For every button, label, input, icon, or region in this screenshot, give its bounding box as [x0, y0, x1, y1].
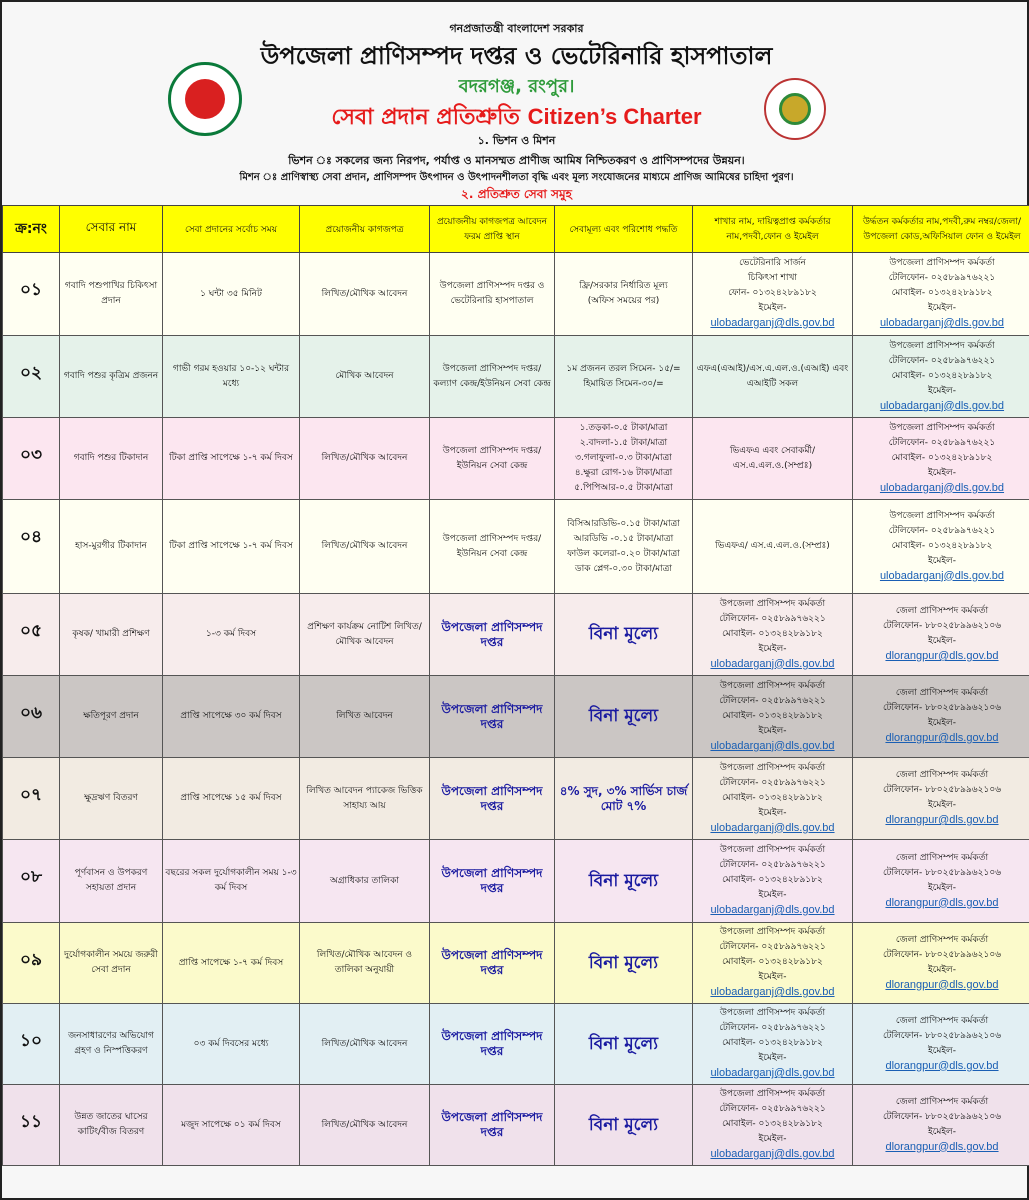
contact-line: ইমেইল-: [928, 800, 956, 810]
table-row: [3, 923, 1029, 1004]
contact-line: টেলিফোন- ০২৫৮৯৯৭৬২২১: [719, 1104, 826, 1114]
contact-line: ইমেইল-: [928, 636, 956, 646]
fee-line: ৪% সুদ, ৩% সার্ভিস চার্জ: [559, 783, 688, 798]
email-link[interactable]: ulobadarganj@dls.gov.bd: [710, 1067, 835, 1079]
form-location: উপজেলা প্রাণিসম্পদ দপ্তর ও ভেটেরিনারি হাসপাতাল: [430, 253, 555, 336]
email-link[interactable]: dlorangpur@dls.gov.bd: [885, 1059, 999, 1072]
form-location: উপজেলা প্রাণিসম্পদ দপ্তর: [430, 1085, 555, 1166]
contact-line: ইমেইল-: [928, 467, 956, 478]
required-documents: লিখিত/মৌখিক আবেদন: [300, 1085, 430, 1166]
serial-number: ০৪: [3, 500, 60, 594]
required-documents: মৌখিক আবেদন: [300, 336, 430, 418]
contact-line: টেলিফোন- ৮৮০২৫৮৯৯৬২১০৬: [882, 703, 1002, 713]
superior-officer: [853, 253, 1029, 336]
superior-officer: [853, 758, 1029, 840]
service-time: ১ ঘন্টা ৩৫ মিনিট: [163, 253, 300, 336]
contact-line: মোবাইল- ০১৩২৪২৮৯১৮২: [722, 1038, 823, 1048]
contact-line: উপজেলা প্রাণিসম্পদ কর্মকর্তা: [719, 762, 826, 773]
service-fee: [555, 676, 693, 758]
fee-line: ফ্রি/সরকার নির্ধারিত মূল্য: [579, 281, 668, 291]
contact-line: জেলা প্রাণিসম্পদ কর্মকর্তা: [895, 934, 989, 945]
contact-line: ভেটেরিনারি সার্জন: [739, 258, 806, 268]
required-documents: লিখিত/মৌখিক আবেদন ও তালিকা অনুযায়ী: [300, 923, 430, 1004]
required-documents: প্রশিক্ষণ কার্যক্রম নোটিশ লিখিত/মৌখিক আবেদন: [300, 594, 430, 676]
table-row: [3, 500, 1029, 594]
contact-line: ইমেইল-: [928, 555, 956, 566]
serial-number: ১১: [3, 1085, 60, 1166]
superior-officer: [853, 500, 1029, 594]
contact-line: টেলিফোন- ০২৫৮৯৯৭৬২২১: [719, 942, 826, 952]
form-location: উপজেলা প্রাণিসম্পদ দপ্তর/ইউনিয়ন সেবা কেন্দ্র: [430, 500, 555, 594]
service-name: উন্নত জাতের ঘাসের কাটিং/বীজ বিতরণ: [60, 1085, 163, 1166]
contact-line: ইমেইল-: [758, 725, 787, 736]
table-row: [3, 1085, 1029, 1166]
fee-line: বিনা মূল্যে: [588, 1114, 659, 1135]
fee-line: হিমায়িত সিমেন-৩০/=: [583, 378, 664, 389]
contact-line: ইমেইল-: [758, 807, 787, 818]
contact-line: টেলিফোন- ৮৮০২৫৮৯৯৬২১০৬: [882, 1111, 1002, 1122]
contact-line: ভিএফএ এবং সেবাকর্মী/: [729, 445, 816, 456]
contact-line: মোবাইল- ০১৩২৪২৮৯১৮২: [722, 628, 823, 639]
contact-line: জেলা প্রাণিসম্পদ কর্মকর্তা: [895, 770, 989, 780]
contact-line: টেলিফোন- ০২৫৮৯৯৭৬২২১: [888, 525, 996, 536]
fee-line: মোট ৭%: [600, 798, 647, 813]
contact-line: ইমেইল-: [758, 972, 787, 982]
contact-line: মোবাইল- ০১৩২৪২৮৯১৮২: [891, 540, 993, 551]
service-fee: [555, 418, 693, 500]
contact-line: ইমেইল-: [928, 385, 956, 396]
charter-header: [2, 2, 1029, 205]
contact-line: উপজেলা প্রাণিসম্পদ কর্মকর্তা: [889, 258, 995, 268]
contact-line: ইমেইল-: [758, 643, 787, 654]
serial-number: ০৭: [3, 758, 60, 840]
contact-line: উপজেলা প্রাণিসম্পদ কর্মকর্তা: [889, 422, 995, 433]
table-row: [3, 594, 1029, 676]
fee-line: ডাক প্লেগ-০.৩০ টাকা/মাত্রা: [575, 563, 672, 574]
contact-line: ইমেইল-: [758, 1053, 787, 1063]
email-link[interactable]: ulobadarganj@dls.gov.bd: [710, 657, 835, 670]
service-fee: [555, 336, 693, 418]
serial-number: ১০: [3, 1004, 60, 1085]
form-location: উপজেলা প্রাণিসম্পদ দপ্তর: [430, 840, 555, 923]
email-link[interactable]: ulobadarganj@dls.gov.bd: [879, 481, 1005, 494]
contact-line: উপজেলা প্রাণিসম্পদ কর্মকর্তা: [719, 1008, 826, 1018]
table-row: [3, 758, 1029, 840]
office-title: উপজেলা প্রাণিসম্পদ দপ্তর ও ভেটেরিনারি হাসপাতাল: [260, 42, 773, 70]
contact-line: চিকিৎসা শাখা: [748, 273, 797, 283]
service-time: প্রাপ্তি সাপেক্ষে ১-৭ কর্ম দিবস: [163, 923, 300, 1004]
contact-line: টেলিফোন- ৮৮০২৫৮৯৯৬২১০৬: [882, 867, 1002, 878]
service-fee: [555, 923, 693, 1004]
contact-line: উপজেলা প্রাণিসম্পদ কর্মকর্তা: [719, 927, 826, 937]
required-documents: লিখিত/মৌখিক আবেদন: [300, 500, 430, 594]
contact-line: উপজেলা প্রাণিসম্পদ কর্মকর্তা: [889, 510, 995, 521]
column-header-service-name: সেবার নাম: [60, 206, 163, 253]
contact-line: উপজেলা প্রাণিসম্পদ কর্মকর্তা: [719, 1089, 826, 1099]
service-fee: [555, 1085, 693, 1166]
service-name: জনসাধারণের অভিযোগ গ্রহণ ও নিস্পত্তিকরণ: [60, 1004, 163, 1085]
table-row: [3, 336, 1029, 418]
service-time: ০৩ কর্ম দিবসের মধ্যে: [163, 1004, 300, 1085]
responsible-officer: [693, 1085, 853, 1166]
serial-number: ০১: [3, 253, 60, 336]
column-header-serial-number: ক্র:নং: [3, 206, 60, 253]
required-documents: লিখিত আবেদন: [300, 676, 430, 758]
service-name: দুর্যোগকালীন সময়ে জরুরী সেবা প্রদান: [60, 923, 163, 1004]
contact-line: মোবাইল- ০১৩২৪২৮৯১৮২: [891, 452, 993, 463]
service-name: গবাদি পশুপাখির চিকিৎসা প্রদান: [60, 253, 163, 336]
responsible-officer: [693, 1004, 853, 1085]
responsible-officer: [693, 500, 853, 594]
contact-line: টেলিফোন- ৮৮০২৫৮৯৯৬২১০৬: [882, 949, 1002, 960]
contact-line: উপজেলা প্রাণিসম্পদ কর্মকর্তা: [719, 845, 826, 855]
contact-line: টেলিফোন- ০২৫৮৯৯৭৬২২১: [719, 777, 826, 788]
form-location: উপজেলা প্রাণিসম্পদ দপ্তর/কল্যাণ কেন্দ্র/ইউনিয়ন সেবা কেন্দ্র: [430, 336, 555, 418]
table-row: [3, 1004, 1029, 1085]
mission-text: মিশন ঃ প্রাণিস্বাস্থ্য সেবা প্রদান, প্রাণিসম্পদ উৎপাদন ও উৎপাদনশীলতা বৃদ্ধি এবং মূল্য সংযোজনের মাধ্যমে প্রাণিজ আমিষের চাহিদা পুরণ।: [239, 172, 794, 183]
contact-line: এফএ(এআই)/এস.এ.এল.ও.(এআই) এবং এআইটি সকল: [696, 363, 849, 389]
service-fee: [555, 1004, 693, 1085]
service-fee: [555, 594, 693, 676]
contact-line: জেলা প্রাণিসম্পদ কর্মকর্তা: [895, 606, 989, 616]
table-row: [3, 253, 1029, 336]
responsible-officer: [693, 840, 853, 923]
responsible-officer: [693, 758, 853, 840]
contact-line: মোবাইল- ০১৩২৪২৮৯১৮২: [722, 710, 823, 721]
superior-officer: [853, 594, 1029, 676]
government-name: গনপ্রজাতন্ত্রী বাংলাদেশ সরকার: [449, 22, 584, 35]
fee-line: ফাউল কলেরা-০.২০ টাকা/মাত্রা: [567, 548, 680, 559]
responsible-officer: [693, 418, 853, 500]
email-link[interactable]: dlorangpur@dls.gov.bd: [885, 896, 999, 909]
email-link[interactable]: dlorangpur@dls.gov.bd: [885, 814, 999, 826]
form-location: উপজেলা প্রাণিসম্পদ দপ্তর: [430, 594, 555, 676]
column-header-responsible-officer: শাখার নাম, দায়িত্বপ্রাপ্ত কর্মকর্তার নাম,পদবী,ফোন ও ইমেইল: [693, 206, 853, 253]
fee-line: (অফিস সময়ের পর): [587, 296, 660, 306]
form-location: উপজেলা প্রাণিসম্পদ দপ্তর: [430, 923, 555, 1004]
responsible-officer: [693, 253, 853, 336]
fee-line: বিসিআরডিভি-০.১৫ টাকা/মাত্রা: [567, 518, 680, 529]
contact-line: উপজেলা প্রাণিসম্পদ কর্মকর্তা: [719, 680, 826, 691]
contact-line: টেলিফোন- ৮৮০২৫৮৯৯৬২১০৬: [882, 621, 1002, 631]
office-location: বদরগঞ্জ, রংপুর।: [458, 76, 575, 97]
email-link[interactable]: ulobadarganj@dls.gov.bd: [879, 399, 1005, 412]
column-header-superior-officer: উর্দ্ধতন কর্মকর্তার নাম,পদবী,রুম নম্বর/জেলা/উপজেলা কোড,অফিসিয়াল ফোন ও ইমেইল: [853, 206, 1029, 253]
email-link[interactable]: ulobadarganj@dls.gov.bd: [710, 986, 835, 998]
form-location: উপজেলা প্রাণিসম্পদ দপ্তর: [430, 676, 555, 758]
table-header-row: [3, 206, 1029, 253]
service-name: ক্ষুদ্রঋণ বিতরণ: [60, 758, 163, 840]
form-location: উপজেলা প্রাণিসম্পদ দপ্তর/ইউনিয়ন সেবা কেন্দ্র: [430, 418, 555, 500]
column-header-fee-payment: সেবামূল্য এবং পরিশোধ পদ্ধতি: [555, 206, 693, 253]
superior-officer: [853, 840, 1029, 923]
email-link[interactable]: ulobadarganj@dls.gov.bd: [879, 317, 1005, 329]
required-documents: অগ্রাধিকার তালিকা: [300, 840, 430, 923]
section-vision-mission-heading: ১. ভিশন ও মিশন: [477, 134, 556, 147]
form-location: উপজেলা প্রাণিসম্পদ দপ্তর: [430, 758, 555, 840]
email-link[interactable]: ulobadarganj@dls.gov.bd: [710, 317, 835, 329]
fee-line: ২.বাদলা-১.৫ টাকা/মাত্রা: [579, 438, 668, 448]
contact-line: টেলিফোন- ০২৫৮৯৯৭৬২২১: [888, 355, 996, 366]
email-link[interactable]: ulobadarganj@dls.gov.bd: [710, 1148, 835, 1160]
contact-line: জেলা প্রাণিসম্পদ কর্মকর্তা: [895, 852, 989, 863]
service-fee: [555, 500, 693, 594]
service-name: গবাদি পশুর টিকাদান: [60, 418, 163, 500]
service-name: কৃষক/ খামারী প্রশিক্ষণ: [60, 594, 163, 676]
superior-officer: [853, 336, 1029, 418]
contact-line: মোবাইল- ০১৩২৪২৮৯১৮২: [891, 370, 993, 381]
service-name: ক্ষতিপূরণ প্রদান: [60, 676, 163, 758]
contact-line: মোবাইল- ০১৩২৪২৮৯১৮২: [722, 1119, 823, 1129]
service-time: ১-৩ কর্ম দিবস: [163, 594, 300, 676]
contact-line: ফোন- ০১৩২৪২৮৯১৮২: [728, 288, 817, 298]
email-link[interactable]: dlorangpur@dls.gov.bd: [885, 732, 999, 744]
services-table: [2, 205, 1029, 1166]
serial-number: ০৫: [3, 594, 60, 676]
email-link[interactable]: dlorangpur@dls.gov.bd: [885, 978, 999, 991]
serial-number: ০৩: [3, 418, 60, 500]
contact-line: ইমেইল-: [928, 718, 956, 728]
service-time: টিকা প্রাপ্তি সাপেক্ষে ১-৭ কর্ম দিবস: [163, 418, 300, 500]
contact-line: ইমেইল-: [758, 890, 787, 900]
contact-line: উপজেলা প্রাণিসম্পদ কর্মকর্তা: [719, 598, 826, 609]
email-link[interactable]: dlorangpur@dls.gov.bd: [885, 650, 999, 662]
contact-line: জেলা প্রাণিসম্পদ কর্মকর্তা: [895, 1096, 989, 1107]
responsible-officer: [693, 336, 853, 418]
email-link[interactable]: dlorangpur@dls.gov.bd: [885, 1140, 999, 1153]
service-name: গবাদি পশুর কৃত্রিম প্রজনন: [60, 336, 163, 418]
contact-line: ইমেইল-: [758, 303, 787, 313]
fee-line: বিনা মূল্যে: [588, 952, 659, 973]
serial-number: ০৯: [3, 923, 60, 1004]
contact-line: ইমেইল-: [928, 964, 956, 975]
fee-line: বিনা মূল্যে: [588, 1033, 659, 1054]
contact-line: মোবাইল- ০১৩২৪২৮৯১৮২: [891, 288, 993, 298]
contact-line: টেলিফোন- ০২৫৮৯৯৭৬২২১: [719, 695, 826, 706]
contact-line: ভিএফএ/ এস.এ.এল.ও.(সম্প্রঃ): [715, 541, 830, 551]
contact-line: মোবাইল- ০১৩২৪২৮৯১৮২: [722, 957, 823, 967]
required-documents: লিখিত আবেদন প্যাকেজ ভিত্তিক সাহায্য আয়: [300, 758, 430, 840]
contact-line: টেলিফোন- ৮৮০২৫৮৯৯৬২১০৬: [882, 785, 1002, 795]
contact-line: টেলিফোন- ০২৫৮৯৯৭৬২২১: [888, 437, 996, 448]
contact-line: ইমেইল-: [928, 1126, 956, 1137]
table-row: [3, 676, 1029, 758]
contact-line: টেলিফোন- ০২৫৮৯৯৭৬২২১: [888, 273, 996, 283]
responsible-officer: [693, 923, 853, 1004]
superior-officer: [853, 418, 1029, 500]
contact-line: এস.এ.এল.ও.(সম্প্রঃ): [732, 460, 813, 471]
fee-line: বিনা মূল্যে: [588, 624, 659, 644]
contact-line: ইমেইল-: [758, 1134, 787, 1144]
column-header-max-service-time: সেবা প্রদানের সর্বোচ সময়: [163, 206, 300, 253]
vision-text: ভিশন ঃ সকলের জন্য নিরপদ, পর্যাপ্ত ও মানসম্মত প্রাণীজ আমিষ নিশ্চিতকরণ ও প্রাণিসম্পদের উন্নয়ন।: [288, 154, 745, 167]
required-documents: লিখিত/মৌখিক আবেদন: [300, 418, 430, 500]
column-header-form-location: প্রয়োজনীয় কাগজপত্র আবেদন ফরম প্রাপ্তি স্থান: [430, 206, 555, 253]
superior-officer: [853, 676, 1029, 758]
serial-number: ০৮: [3, 840, 60, 923]
column-header-required-documents: প্রয়োজনীয় কাগজপত্র: [300, 206, 430, 253]
contact-line: টেলিফোন- ০২৫৮৯৯৭৬২২১: [719, 613, 826, 624]
service-fee: [555, 253, 693, 336]
contact-line: ইমেইল-: [928, 303, 956, 313]
service-fee: [555, 840, 693, 923]
fee-line: ১ম প্রজনন তরল সিমেন- ১৫/=: [566, 363, 681, 374]
contact-line: ইমেইল-: [928, 882, 956, 893]
fee-line: ৪.ক্ষুরা রোগ-১৬ টাকা/মাত্রা: [574, 468, 673, 478]
required-documents: লিখিত/মৌখিক আবেদন: [300, 253, 430, 336]
service-name: হাস-মুরগীর টিকাদান: [60, 500, 163, 594]
serial-number: ০২: [3, 336, 60, 418]
superior-officer: [853, 1085, 1029, 1166]
table-row: [3, 418, 1029, 500]
email-link[interactable]: ulobadarganj@dls.gov.bd: [879, 569, 1005, 582]
responsible-officer: [693, 594, 853, 676]
charter-title-en: Citizen’s Charter: [527, 104, 702, 129]
charter-title-bn: সেবা প্রদান প্রতিশ্রুতি: [331, 105, 520, 130]
form-location: উপজেলা প্রাণিসম্পদ দপ্তর: [430, 1004, 555, 1085]
table-row: [3, 840, 1029, 923]
superior-officer: [853, 923, 1029, 1004]
service-time: টিকা প্রাপ্তি সাপেক্ষে ১-৭ কর্ম দিবস: [163, 500, 300, 594]
contact-line: টেলিফোন- ৮৮০২৫৮৯৯৬২১০৬: [882, 1030, 1002, 1041]
fee-line: বিনা মূল্যে: [588, 706, 659, 726]
section-services-heading: ২. প্রতিশ্রুত সেবা সমুহ: [461, 187, 572, 201]
service-time: বছরের সকল দুর্যোগকালীন সময় ১-৩ কর্ম দিবস: [163, 840, 300, 923]
service-fee: [555, 758, 693, 840]
contact-line: জেলা প্রাণিসম্পদ কর্মকর্তা: [895, 688, 989, 698]
contact-line: মোবাইল- ০১৩২৪২৮৯১৮২: [722, 792, 823, 803]
email-link[interactable]: ulobadarganj@dls.gov.bd: [710, 739, 835, 752]
service-name: পূর্ণবাসন ও উপকরণ সহায়তা প্রদান: [60, 840, 163, 923]
fee-line: ৫.পিপিআর-০.৫ টাকা/মাত্রা: [574, 483, 673, 493]
responsible-officer: [693, 676, 853, 758]
service-time: গাভী গরম হওয়ার ১০-১২ ঘন্টার মধ্যে: [163, 336, 300, 418]
serial-number: ০৬: [3, 676, 60, 758]
contact-line: জেলা প্রাণিসম্পদ কর্মকর্তা: [895, 1015, 989, 1026]
fee-line: ১.তড়কা-০.৫ টাকা/মাত্রা: [579, 423, 668, 433]
service-time: প্রাপ্তি সাপেক্ষে ৩০ কর্ম দিবস: [163, 676, 300, 758]
service-time: প্রাপ্তি সাপেক্ষে ১৫ কর্ম দিবস: [163, 758, 300, 840]
fee-line: ৩.গলাফুলা-০.৩ টাকা/মাত্রা: [575, 453, 672, 463]
fee-line: বিনা মূল্যে: [588, 870, 659, 891]
required-documents: লিখিত/মৌখিক আবেদন: [300, 1004, 430, 1085]
service-time: মজুদ সাপেক্ষে ০১ কর্ম দিবস: [163, 1085, 300, 1166]
contact-line: টেলিফোন- ০২৫৮৯৯৭৬২২১: [719, 860, 826, 870]
email-link[interactable]: ulobadarganj@dls.gov.bd: [710, 904, 835, 916]
contact-line: উপজেলা প্রাণিসম্পদ কর্মকর্তা: [889, 340, 995, 351]
contact-line: টেলিফোন- ০২৫৮৯৯৭৬২২১: [719, 1023, 826, 1033]
contact-line: ইমেইল-: [928, 1045, 956, 1056]
contact-line: মোবাইল- ০১৩২৪২৮৯১৮২: [722, 875, 823, 885]
fee-line: আরডিভি -০.১৫ টাকা/মাত্রা: [573, 533, 674, 544]
superior-officer: [853, 1004, 1029, 1085]
email-link[interactable]: ulobadarganj@dls.gov.bd: [710, 821, 835, 834]
